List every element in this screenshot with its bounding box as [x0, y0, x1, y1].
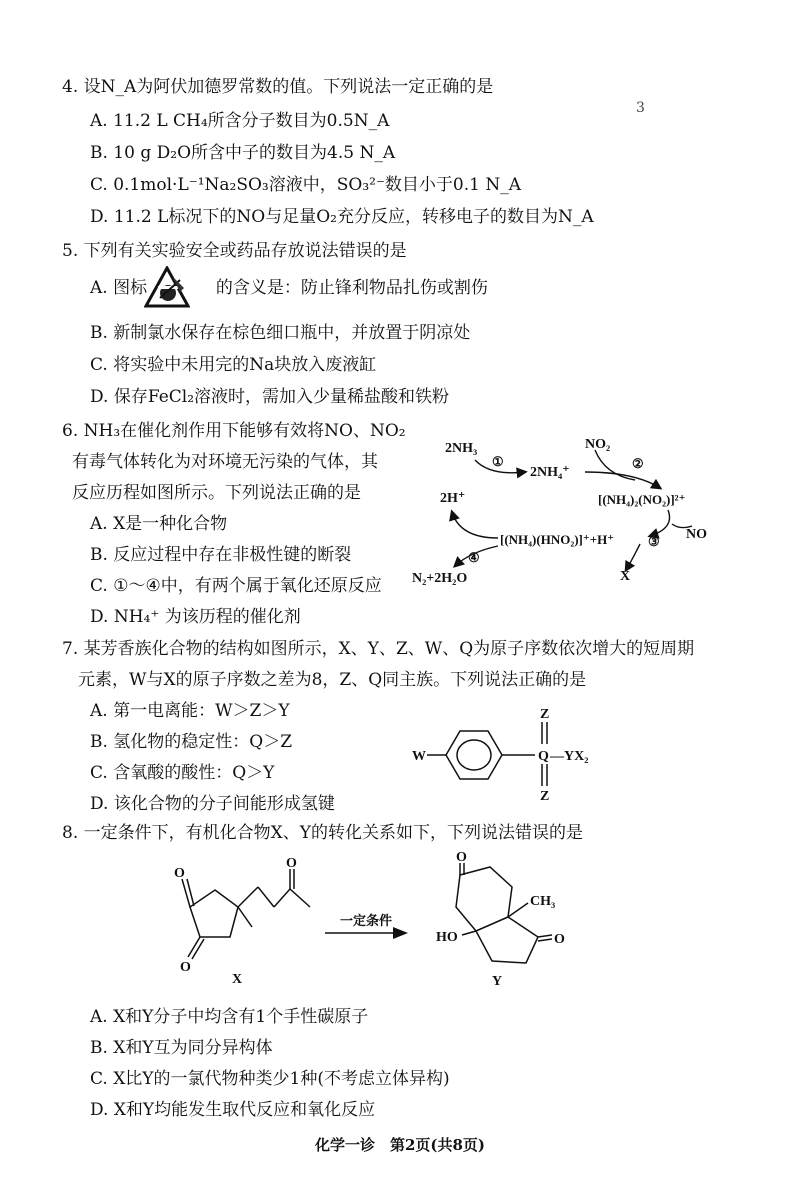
x-oxygen-bottom: O: [180, 960, 191, 975]
q4-option-d: D. 11.2 L标况下的NO与足量O₂充分反应，转移电子的数目为N_A: [90, 207, 594, 227]
q5-option-a-prefix: A. 图标: [90, 278, 148, 298]
q7-stem-line-2: 元素，W与X的原子序数之差为8，Z、Q同主族。下列说法正确的是: [78, 670, 587, 690]
q7-option-b: B. 氢化物的稳定性：Q＞Z: [90, 732, 293, 752]
arrow-to-hplus: [452, 512, 498, 538]
arrow-nh4-to-complex: [585, 472, 660, 488]
q5-option-b: B. 新制氯水保存在棕色细口瓶中，并放置于阴凉处: [90, 323, 471, 343]
q6-stem-line-3: 反应历程如图所示。下列说法正确的是: [72, 483, 361, 503]
q5-option-d: D. 保存FeCl₂溶液时，需加入少量稀盐酸和铁粉: [90, 387, 450, 407]
x-chain-1: [238, 887, 258, 907]
y-cyclopentane-ring: [476, 917, 538, 963]
x-methyl: [238, 907, 252, 927]
q4-option-b: B. 10 g D₂O所含中子的数目为4.5 N_A: [90, 143, 396, 163]
q7-option-d: D. 该化合物的分子间能形成氢键: [90, 794, 335, 814]
benzene-aromatic-circle: [457, 740, 491, 770]
x-cyclopentane-ring: [190, 890, 238, 937]
q7-stem-line-1: 7. 某芳香族化合物的结构如图所示，X、Y、Z、W、Q为原子序数依次增大的短周期: [62, 639, 695, 659]
label-x: X: [232, 972, 243, 987]
arrow-to-x: [626, 544, 640, 570]
y-methyl-bond: [508, 903, 528, 917]
q6-stem-line-2: 有毒气体转化为对环境无污染的气体，其: [72, 452, 378, 472]
q4-option-c: C. 0.1mol·L⁻¹Na₂SO₃溶液中，SO₃²⁻数目小于0.1 N_A: [90, 175, 522, 195]
structure-w: W: [412, 749, 426, 764]
diagram-no2: NO₂: [585, 437, 611, 452]
arrow-step-3: [650, 510, 670, 536]
q4-option-a: A. 11.2 L CH₄所含分子数目为0.5N_A: [90, 111, 390, 131]
reaction-condition: 一定条件: [340, 913, 393, 928]
y-cyclohexane-ring: [456, 867, 512, 931]
x-chain-2: [258, 887, 274, 907]
diagram-nh3: 2NH₃: [445, 441, 478, 456]
q6-option-b: B. 反应过程中存在非极性键的断裂: [90, 545, 352, 565]
stray-mark: 3: [636, 100, 645, 116]
diagram-nh4: 2NH₄⁺: [530, 465, 570, 480]
x-oxygen-chain: O: [286, 856, 297, 871]
x-chain-3: [274, 889, 290, 907]
label-y: Y: [492, 974, 503, 989]
sharp-objects-warning-icon: [144, 266, 190, 308]
diagram-no: NO: [686, 527, 707, 542]
q7-structure-diagram: [410, 700, 640, 805]
x-oxygen-top: O: [174, 866, 185, 881]
q6-option-d: D. NH₄⁺ 为该历程的催化剂: [90, 607, 301, 627]
structure-z-top: Z: [540, 707, 550, 722]
diagram-complex-2: [(NH₄)(HNO₂)]⁺+H⁺: [500, 532, 615, 547]
y-hydroxyl-bond: [462, 931, 476, 935]
y-hydroxyl: HO: [436, 930, 458, 945]
structure-q: Q: [538, 749, 549, 764]
y-oxygen-right: O: [554, 932, 565, 947]
diagram-step-4: ④: [468, 550, 480, 565]
y-oxygen-top: O: [456, 850, 467, 865]
x-chain-4: [290, 889, 310, 907]
q8-stem: 8. 一定条件下，有机化合物X、Y的转化关系如下，下列说法错误的是: [62, 823, 583, 843]
q8-option-a: A. X和Y分子中均含有1个手性碳原子: [90, 1007, 369, 1027]
y-bond-co-right: [538, 935, 552, 937]
diagram-step-1: ①: [492, 454, 504, 469]
y-methyl: CH₃: [530, 894, 556, 909]
structure-yx2: —YX₂: [550, 749, 589, 764]
diagram-hplus: 2H⁺: [440, 491, 466, 506]
diagram-x: X: [620, 569, 631, 584]
q6-stem-line-1: 6. NH₃在催化剂作用下能够有效将NO、NO₂: [62, 421, 406, 441]
q6-option-c: C. ①～④中，有两个属于氧化还原反应: [90, 576, 382, 596]
diagram-products: N₂+2H₂O: [412, 571, 468, 586]
q4-stem: 4. 设N_A为阿伏加德罗常数的值。下列说法一定正确的是: [62, 77, 494, 97]
q6-reaction-cycle-diagram: [400, 420, 730, 595]
structure-z-bottom: Z: [540, 789, 550, 804]
q7-option-c: C. 含氧酸的酸性：Q＞Y: [90, 763, 275, 783]
x-bond-co-bottom: [188, 937, 200, 957]
q7-option-a: A. 第一电离能：W＞Z＞Y: [90, 701, 290, 721]
q8-reaction-diagram: [160, 845, 620, 995]
q6-option-a: A. X是一种化合物: [90, 514, 228, 534]
diagram-step-2: ②: [632, 456, 644, 471]
q8-option-d: D. X和Y均能发生取代反应和氧化反应: [90, 1100, 376, 1120]
q5-option-a-suffix: 的含义是：防止锋利物品扎伤或割伤: [215, 278, 488, 298]
diagram-step-3: ③: [648, 534, 660, 549]
q8-option-b: B. X和Y互为同分异构体: [90, 1038, 273, 1058]
q5-stem: 5. 下列有关实验安全或药品存放说法错误的是: [62, 241, 407, 261]
benzene-ring: [446, 731, 502, 779]
q5-option-c: C. 将实验中未用完的Na块放入废液缸: [90, 355, 377, 375]
q8-option-c: C. X比Y的一氯代物种类少1种(不考虑立体异构): [90, 1069, 450, 1089]
page-footer: 化学一诊 第2页(共8页): [314, 1136, 486, 1154]
diagram-complex-1: [(NH₄)₂(NO₂)]²⁺: [598, 492, 686, 507]
arrow-no-joins: [672, 524, 692, 528]
